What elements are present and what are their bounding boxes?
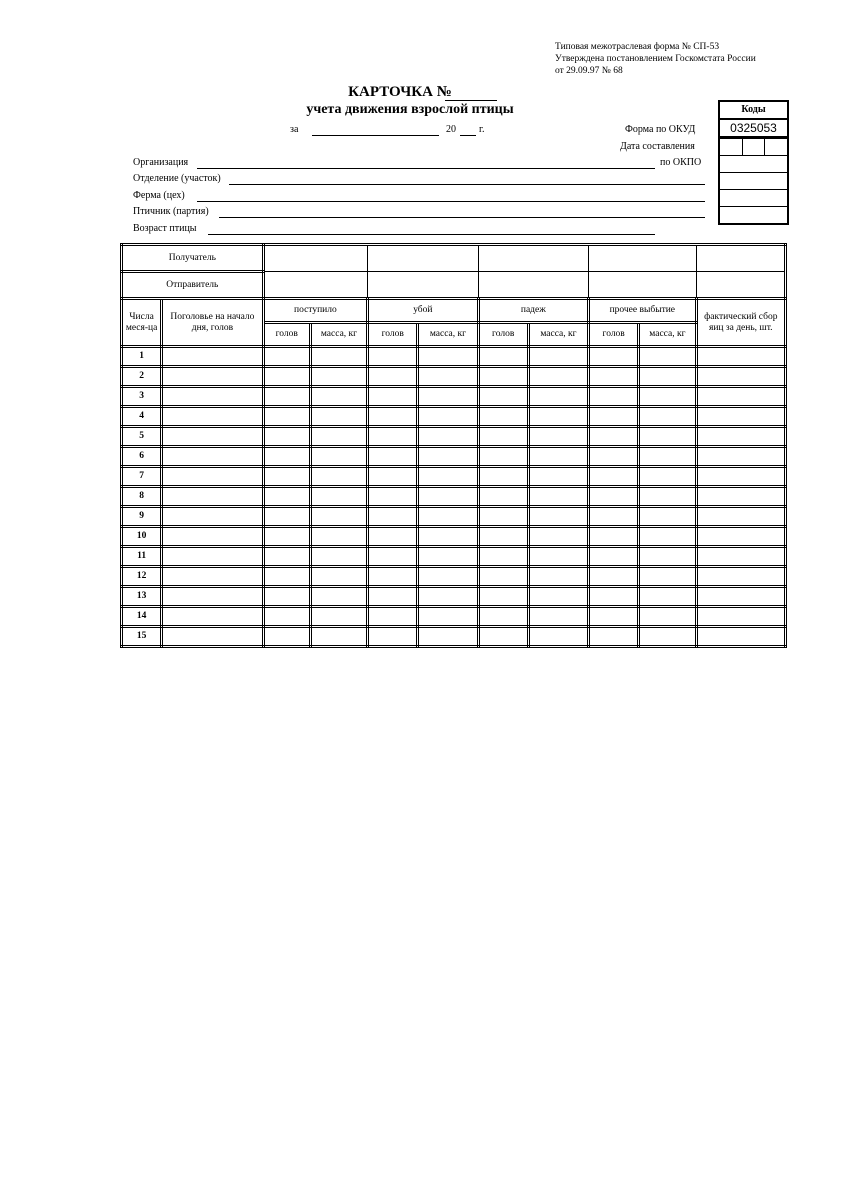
slaughter-mass-cell[interactable] — [418, 547, 478, 567]
other-heads-cell[interactable] — [589, 367, 639, 387]
other-heads-cell[interactable] — [589, 547, 639, 567]
received-heads-cell[interactable] — [263, 527, 310, 547]
day-column-header: Числа меся-ца — [122, 299, 162, 347]
other-heads-cell[interactable] — [589, 467, 639, 487]
sender-cell-received[interactable] — [263, 272, 367, 299]
other-mass-cell[interactable] — [639, 587, 696, 607]
day-number: 2 — [122, 367, 162, 387]
death-heads-cell[interactable] — [478, 387, 528, 407]
okud-code: 0325053 — [718, 118, 789, 138]
table-row — [122, 627, 786, 647]
death-heads-cell[interactable] — [478, 507, 528, 527]
death-mass-cell[interactable] — [528, 347, 588, 367]
table-row — [122, 507, 786, 527]
table-row — [122, 587, 786, 607]
slaughter-heads-cell[interactable] — [368, 467, 418, 487]
slaughter-mass-cell[interactable] — [418, 387, 478, 407]
department-field[interactable] — [229, 184, 705, 185]
received-mass-cell[interactable] — [310, 567, 367, 587]
death-heads-cell[interactable] — [478, 407, 528, 427]
slaughter-group-header: убой — [368, 299, 478, 323]
poultryman-field[interactable] — [219, 217, 705, 218]
poultryman-label: Птичник (партия) — [133, 206, 209, 217]
eggs-cell[interactable] — [696, 507, 785, 527]
okpo-code-cell[interactable] — [720, 155, 787, 172]
other-heads-cell[interactable] — [589, 387, 639, 407]
stock-cell[interactable] — [162, 567, 263, 587]
table-row — [122, 547, 786, 567]
eggs-cell[interactable] — [696, 467, 785, 487]
received-heads-header: голов — [263, 323, 310, 347]
period-field[interactable] — [312, 135, 439, 136]
eggs-cell[interactable] — [696, 547, 785, 567]
day-number: 8 — [122, 487, 162, 507]
death-mass-cell[interactable] — [528, 367, 588, 387]
death-mass-cell[interactable] — [528, 587, 588, 607]
slaughter-mass-cell[interactable] — [418, 427, 478, 447]
death-heads-cell[interactable] — [478, 347, 528, 367]
death-mass-cell[interactable] — [528, 447, 588, 467]
received-mass-cell[interactable] — [310, 427, 367, 447]
other-mass-cell[interactable] — [639, 347, 696, 367]
recipient-label: Получатель — [122, 245, 264, 272]
recipient-cell-death[interactable] — [478, 245, 588, 272]
received-heads-cell[interactable] — [263, 487, 310, 507]
card-subtitle: учета движения взрослой птицы — [306, 102, 514, 117]
recipient-cell-other[interactable] — [589, 245, 696, 272]
death-mass-cell[interactable] — [528, 427, 588, 447]
death-mass-header: масса, кг — [528, 323, 588, 347]
other-heads-cell[interactable] — [589, 447, 639, 467]
other-heads-cell[interactable] — [589, 407, 639, 427]
other-heads-cell[interactable] — [589, 627, 639, 647]
codes-header: Коды — [741, 104, 766, 115]
death-mass-cell[interactable] — [528, 387, 588, 407]
eggs-cell[interactable] — [696, 587, 785, 607]
received-heads-cell[interactable] — [263, 507, 310, 527]
slaughter-mass-cell[interactable] — [418, 527, 478, 547]
eggs-cell[interactable] — [696, 407, 785, 427]
form-reference-note — [555, 41, 756, 77]
other-heads-header: голов — [589, 323, 639, 347]
stock-cell[interactable] — [162, 507, 263, 527]
slaughter-mass-cell[interactable] — [418, 567, 478, 587]
received-mass-cell[interactable] — [310, 367, 367, 387]
codes-box — [718, 100, 789, 225]
received-heads-cell[interactable] — [263, 447, 310, 467]
date-code-cell[interactable] — [743, 139, 766, 155]
farm-label: Ферма (цех) — [133, 190, 185, 201]
table-row — [122, 447, 786, 467]
slaughter-mass-cell[interactable] — [418, 587, 478, 607]
stock-cell[interactable] — [162, 467, 263, 487]
slaughter-heads-cell[interactable] — [368, 447, 418, 467]
slaughter-mass-cell[interactable] — [418, 347, 478, 367]
other-mass-cell[interactable] — [639, 487, 696, 507]
day-number: 15 — [122, 627, 162, 647]
death-heads-cell[interactable] — [478, 447, 528, 467]
slaughter-heads-cell[interactable] — [368, 607, 418, 627]
death-heads-cell[interactable] — [478, 587, 528, 607]
slaughter-mass-cell[interactable] — [418, 467, 478, 487]
sender-cell-slaughter[interactable] — [368, 272, 478, 299]
slaughter-heads-cell[interactable] — [368, 507, 418, 527]
form-reference-line-2: Утверждена постановлением Госкомстата России — [555, 54, 756, 64]
slaughter-mass-cell[interactable] — [418, 487, 478, 507]
age-field[interactable] — [208, 234, 655, 235]
department-code-cell[interactable] — [720, 172, 787, 189]
other-heads-cell[interactable] — [589, 487, 639, 507]
okud-label: Форма по ОКУД — [625, 124, 696, 135]
other-heads-cell[interactable] — [589, 507, 639, 527]
recipient-cell-eggs[interactable] — [696, 245, 785, 272]
death-mass-cell[interactable] — [528, 527, 588, 547]
received-mass-cell[interactable] — [310, 487, 367, 507]
other-disposal-group-header: прочее выбытие — [589, 299, 696, 323]
received-mass-header: масса, кг — [310, 323, 367, 347]
received-heads-cell[interactable] — [263, 567, 310, 587]
other-mass-cell[interactable] — [639, 527, 696, 547]
death-heads-cell[interactable] — [478, 467, 528, 487]
other-mass-cell[interactable] — [639, 627, 696, 647]
slaughter-heads-cell[interactable] — [368, 407, 418, 427]
received-mass-cell[interactable] — [310, 507, 367, 527]
slaughter-heads-cell[interactable] — [368, 567, 418, 587]
received-heads-cell[interactable] — [263, 407, 310, 427]
death-mass-cell[interactable] — [528, 547, 588, 567]
slaughter-heads-cell[interactable] — [368, 367, 418, 387]
received-heads-cell[interactable] — [263, 427, 310, 447]
death-mass-cell[interactable] — [528, 507, 588, 527]
farm-field[interactable] — [197, 201, 705, 202]
eggs-cell[interactable] — [696, 347, 785, 367]
other-heads-cell[interactable] — [589, 527, 639, 547]
death-heads-cell[interactable] — [478, 527, 528, 547]
stock-cell[interactable] — [162, 407, 263, 427]
card-title-text: КАРТОЧКА № — [348, 84, 452, 100]
other-heads-cell[interactable] — [589, 607, 639, 627]
slaughter-heads-cell[interactable] — [368, 587, 418, 607]
eggs-cell[interactable] — [696, 367, 785, 387]
form-reference-line-3: от 29.09.97 № 68 — [555, 66, 623, 76]
sender-cell-eggs[interactable] — [696, 272, 785, 299]
day-number: 5 — [122, 427, 162, 447]
other-mass-cell[interactable] — [639, 467, 696, 487]
organization-field[interactable] — [197, 168, 655, 169]
recipient-cell-slaughter[interactable] — [368, 245, 478, 272]
death-heads-cell[interactable] — [478, 607, 528, 627]
other-mass-cell[interactable] — [639, 407, 696, 427]
slaughter-heads-cell[interactable] — [368, 427, 418, 447]
stock-cell[interactable] — [162, 587, 263, 607]
received-heads-cell[interactable] — [263, 627, 310, 647]
received-mass-cell[interactable] — [310, 407, 367, 427]
table-row — [122, 567, 786, 587]
other-mass-cell[interactable] — [639, 507, 696, 527]
stock-cell[interactable] — [162, 527, 263, 547]
death-mass-cell[interactable] — [528, 567, 588, 587]
received-heads-cell[interactable] — [263, 547, 310, 567]
stock-cell[interactable] — [162, 547, 263, 567]
eggs-column-header: фактический сбор яиц за день, шт. — [696, 299, 785, 347]
card-number-field[interactable] — [445, 100, 497, 101]
received-heads-cell[interactable] — [263, 607, 310, 627]
eggs-cell[interactable] — [696, 627, 785, 647]
date-code-cells — [720, 138, 787, 155]
received-heads-cell[interactable] — [263, 467, 310, 487]
stock-cell[interactable] — [162, 447, 263, 467]
received-mass-cell[interactable] — [310, 467, 367, 487]
slaughter-mass-cell[interactable] — [418, 607, 478, 627]
recipient-cell-received[interactable] — [263, 245, 367, 272]
death-mass-cell[interactable] — [528, 627, 588, 647]
eggs-cell[interactable] — [696, 487, 785, 507]
death-heads-cell[interactable] — [478, 547, 528, 567]
slaughter-mass-cell[interactable] — [418, 507, 478, 527]
table-row — [122, 347, 786, 367]
death-heads-cell[interactable] — [478, 487, 528, 507]
year-suffix: г. — [479, 124, 485, 135]
year-prefix: 20 — [446, 124, 456, 135]
table-row — [122, 387, 786, 407]
recipient-row — [122, 245, 786, 272]
received-group-header: поступило — [263, 299, 367, 323]
received-mass-cell[interactable] — [310, 347, 367, 367]
received-mass-cell[interactable] — [310, 527, 367, 547]
death-heads-cell[interactable] — [478, 627, 528, 647]
other-heads-cell[interactable] — [589, 427, 639, 447]
period-label: за — [290, 124, 299, 135]
stock-cell[interactable] — [162, 367, 263, 387]
death-heads-cell[interactable] — [478, 367, 528, 387]
table-row — [122, 367, 786, 387]
received-heads-cell[interactable] — [263, 387, 310, 407]
table-row — [122, 407, 786, 427]
day-rows — [122, 347, 786, 647]
eggs-cell[interactable] — [696, 567, 785, 587]
eggs-cell[interactable] — [696, 447, 785, 467]
age-label: Возраст птицы — [133, 223, 197, 234]
day-number: 10 — [122, 527, 162, 547]
stock-cell[interactable] — [162, 427, 263, 447]
received-heads-cell[interactable] — [263, 367, 310, 387]
death-heads-header: голов — [478, 323, 528, 347]
sender-cell-death[interactable] — [478, 272, 588, 299]
slaughter-heads-cell[interactable] — [368, 527, 418, 547]
slaughter-mass-cell[interactable] — [418, 407, 478, 427]
farm-code-cell[interactable] — [720, 189, 787, 206]
slaughter-mass-cell[interactable] — [418, 447, 478, 467]
eggs-cell[interactable] — [696, 387, 785, 407]
day-number: 9 — [122, 507, 162, 527]
header-row-1 — [122, 299, 786, 323]
table-row — [122, 467, 786, 487]
received-heads-cell[interactable] — [263, 587, 310, 607]
year-field[interactable] — [460, 135, 476, 136]
stock-cell[interactable] — [162, 627, 263, 647]
other-mass-cell[interactable] — [639, 607, 696, 627]
other-heads-cell[interactable] — [589, 567, 639, 587]
other-heads-cell[interactable] — [589, 587, 639, 607]
slaughter-mass-cell[interactable] — [418, 627, 478, 647]
other-mass-cell[interactable] — [639, 387, 696, 407]
death-mass-cell[interactable] — [528, 607, 588, 627]
received-mass-cell[interactable] — [310, 447, 367, 467]
death-group-header: падеж — [478, 299, 588, 323]
received-mass-cell[interactable] — [310, 587, 367, 607]
date-label: Дата составления — [620, 141, 695, 152]
stock-column-header: Поголовье на начало дня, голов — [162, 299, 263, 347]
received-mass-cell[interactable] — [310, 547, 367, 567]
day-number: 13 — [122, 587, 162, 607]
table-row — [122, 607, 786, 627]
day-number: 4 — [122, 407, 162, 427]
date-code-cell[interactable] — [765, 139, 787, 155]
other-mass-header: масса, кг — [639, 323, 696, 347]
day-number: 11 — [122, 547, 162, 567]
day-number: 12 — [122, 567, 162, 587]
day-number: 7 — [122, 467, 162, 487]
other-mass-cell[interactable] — [639, 427, 696, 447]
other-mass-cell[interactable] — [639, 447, 696, 467]
received-mass-cell[interactable] — [310, 387, 367, 407]
death-heads-cell[interactable] — [478, 427, 528, 447]
death-mass-cell[interactable] — [528, 407, 588, 427]
slaughter-heads-cell[interactable] — [368, 347, 418, 367]
organization-label: Организация — [133, 157, 189, 168]
department-label: Отделение (участок) — [133, 173, 221, 184]
other-mass-cell[interactable] — [639, 367, 696, 387]
other-heads-cell[interactable] — [589, 347, 639, 367]
eggs-cell[interactable] — [696, 607, 785, 627]
poultryman-code-cell[interactable] — [720, 206, 787, 223]
death-mass-cell[interactable] — [528, 467, 588, 487]
sender-label: Отправитель — [122, 272, 264, 299]
day-number: 14 — [122, 607, 162, 627]
eggs-cell[interactable] — [696, 527, 785, 547]
day-number: 3 — [122, 387, 162, 407]
stock-cell[interactable] — [162, 387, 263, 407]
received-heads-cell[interactable] — [263, 347, 310, 367]
slaughter-heads-cell[interactable] — [368, 487, 418, 507]
slaughter-mass-cell[interactable] — [418, 367, 478, 387]
death-heads-cell[interactable] — [478, 567, 528, 587]
form-reference-line-1: Типовая межотраслевая форма № СП-53 — [555, 42, 720, 52]
received-mass-cell[interactable] — [310, 607, 367, 627]
okpo-label: по ОКПО — [660, 157, 702, 168]
slaughter-heads-cell[interactable] — [368, 547, 418, 567]
date-code-cell[interactable] — [720, 139, 743, 155]
received-mass-cell[interactable] — [310, 627, 367, 647]
table-row — [122, 487, 786, 507]
slaughter-heads-cell[interactable] — [368, 627, 418, 647]
day-number: 6 — [122, 447, 162, 467]
poultry-movement-table — [120, 243, 787, 648]
table-row — [122, 427, 786, 447]
sender-cell-other[interactable] — [589, 272, 696, 299]
stock-cell[interactable] — [162, 607, 263, 627]
sender-row — [122, 272, 786, 299]
other-mass-cell[interactable] — [639, 567, 696, 587]
stock-cell[interactable] — [162, 347, 263, 367]
slaughter-heads-cell[interactable] — [368, 387, 418, 407]
stock-cell[interactable] — [162, 487, 263, 507]
card-title — [310, 84, 490, 101]
slaughter-heads-header: голов — [368, 323, 418, 347]
other-mass-cell[interactable] — [639, 547, 696, 567]
eggs-cell[interactable] — [696, 427, 785, 447]
table-row — [122, 527, 786, 547]
death-mass-cell[interactable] — [528, 487, 588, 507]
slaughter-mass-header: масса, кг — [418, 323, 478, 347]
day-number: 1 — [122, 347, 162, 367]
